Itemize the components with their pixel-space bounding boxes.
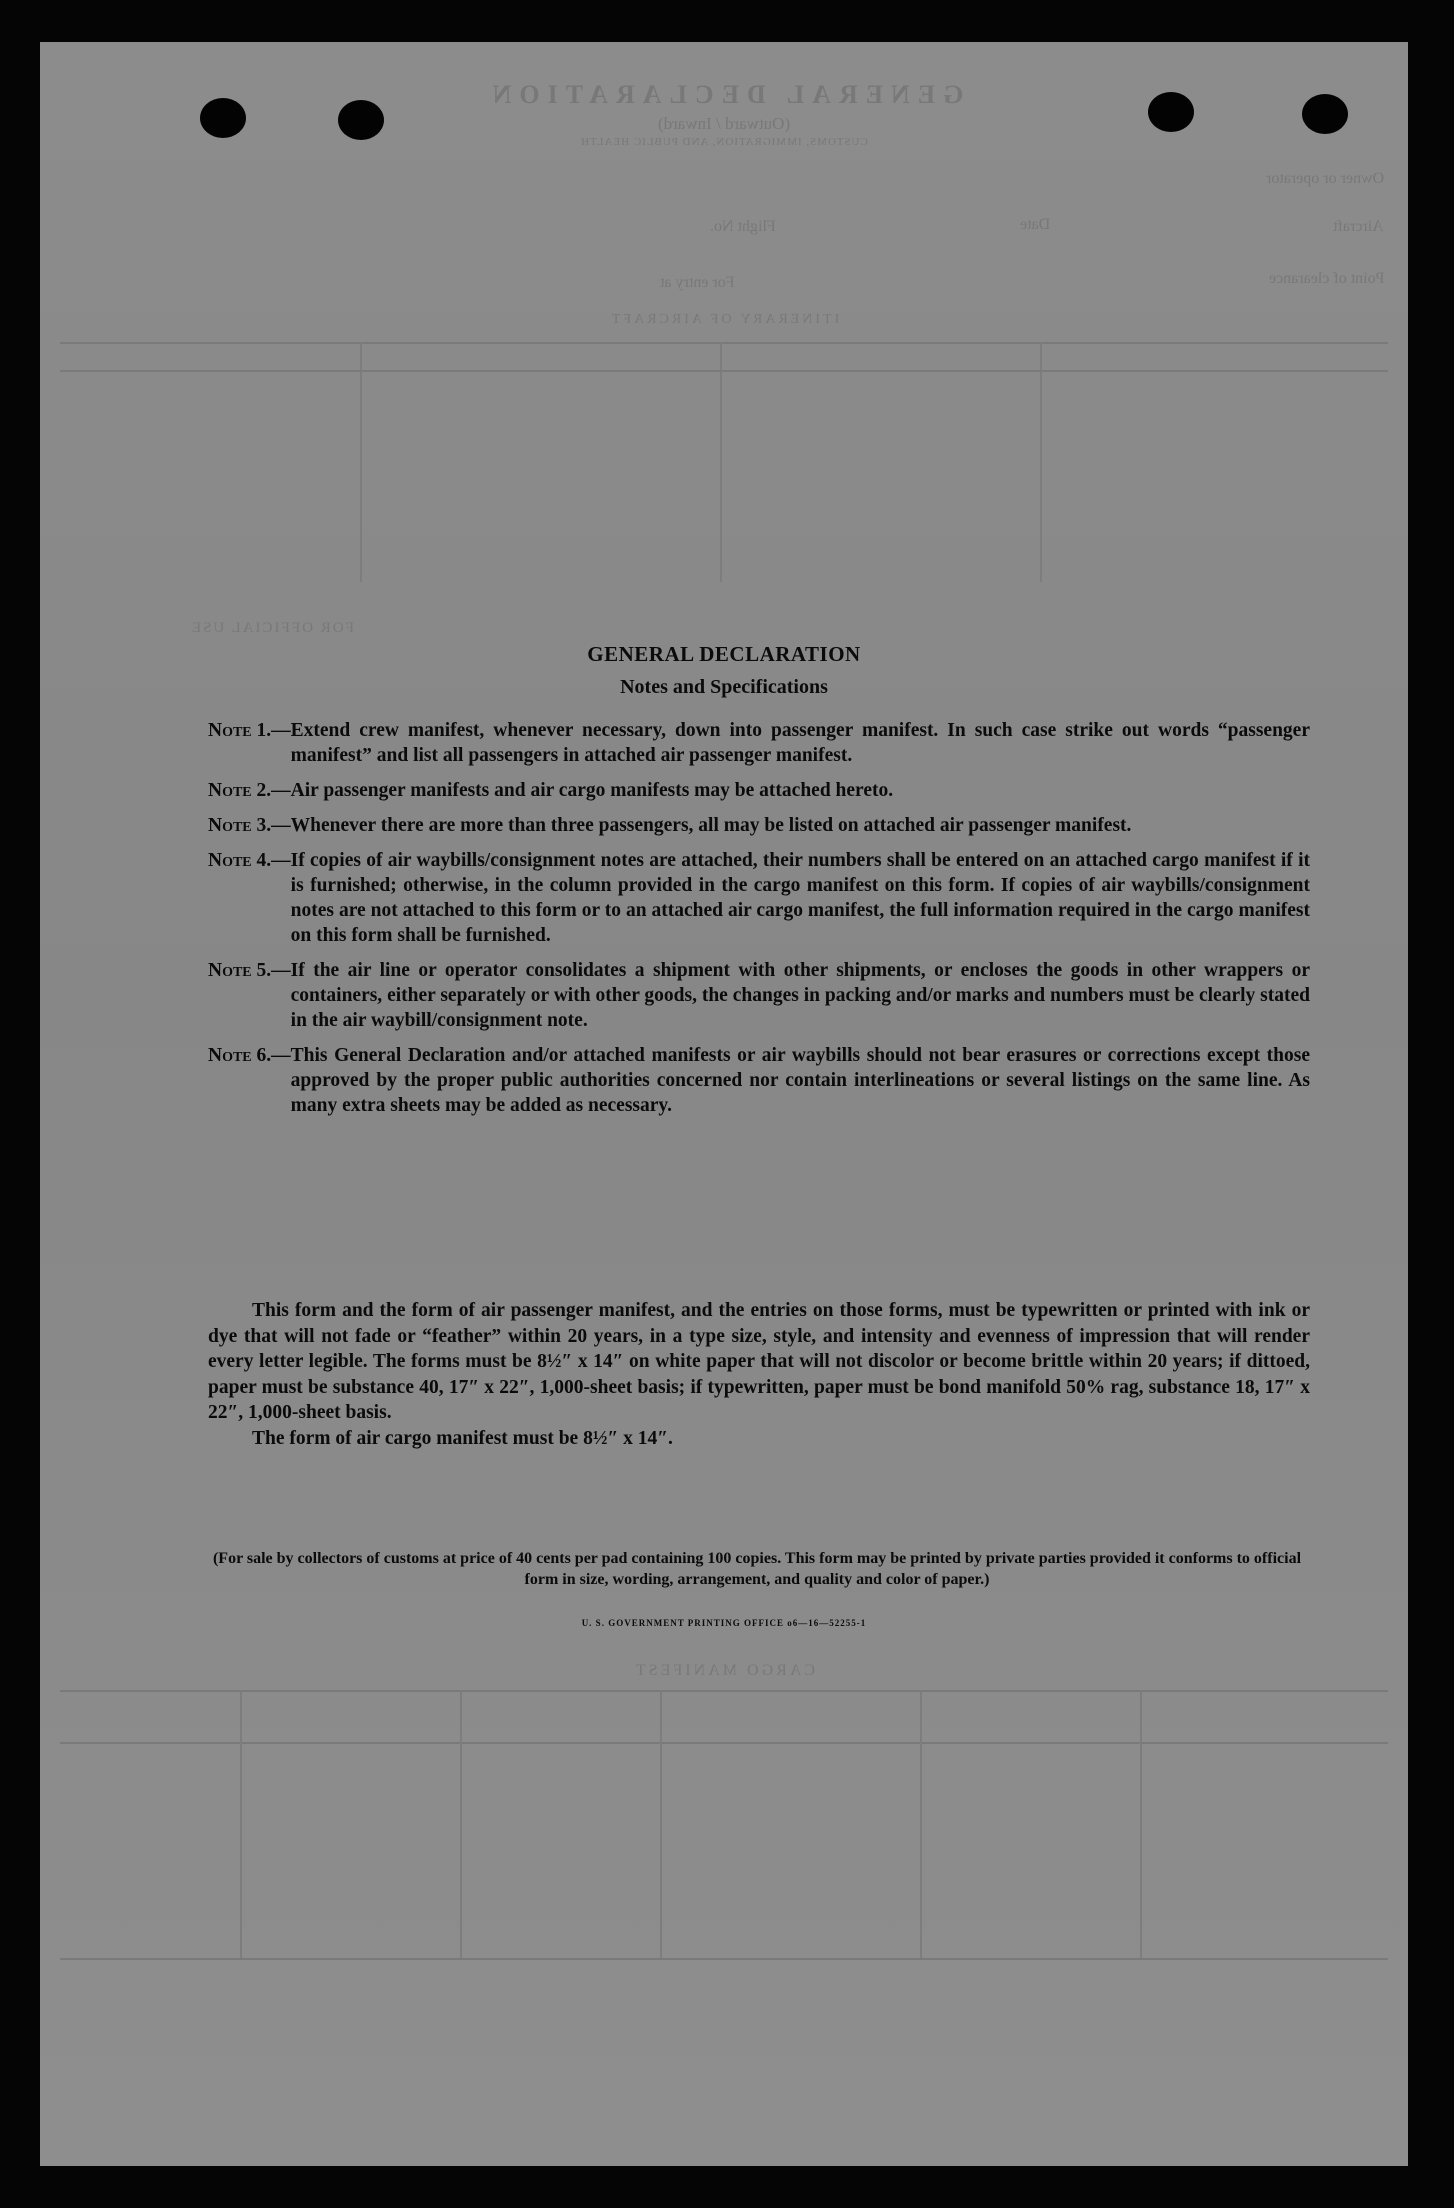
notes-and-specifications	[40, 42, 1408, 2166]
note-6	[208, 1043, 1310, 1118]
note-label: Note 6.—	[208, 1045, 291, 1066]
bleed-through-itinerary: ITINERARY OF AIRCRAFT	[608, 312, 840, 327]
note-5	[208, 958, 1310, 1033]
bleed-through-agency: CUSTOMS, IMMIGRATION, AND PUBLIC HEALTH	[580, 136, 868, 148]
note-4	[208, 848, 1310, 948]
format-requirements	[208, 1298, 1310, 1451]
document-subtitle: Notes and Specifications	[620, 676, 828, 698]
bleed-through-subtitle: (Outward / Inward)	[657, 114, 791, 133]
note-text: This General Declaration and/or attached manifests or air waybills should not bear erasures or corrections except those approved by the proper public authorities concerned nor contain interlineations or several listings on the same line. As many extra sheets may be added as necessary.	[290, 1045, 1310, 1116]
printer-imprint: U. S. GOVERNMENT PRINTING OFFICE o6—16—52255-1	[581, 1618, 867, 1628]
sale-note: (For sale by collectors of customs at price of 40 cents per pad containing 100 copies. This form may be printed by private parties provided it conforms to official form in size, wording, arrangement, and quality and color of paper.)	[212, 1550, 1302, 1588]
note-3	[208, 813, 1310, 838]
note-text: Air passenger manifests and air cargo manifests may be attached hereto.	[290, 780, 894, 801]
note-1	[208, 718, 1310, 768]
document-title: GENERAL DECLARATION	[587, 642, 861, 666]
note-text: Whenever there are more than three passengers, all may be listed on attached air passenger manifest.	[290, 815, 1132, 836]
bleed-through-title: GENERAL DECLARATION	[484, 80, 964, 109]
note-label: Note 1.—	[208, 720, 291, 741]
bleed-through-field-aircraft: Aircraft	[1333, 218, 1384, 235]
document-page	[40, 42, 1408, 2166]
note-label: Note 4.—	[208, 850, 291, 871]
note-label: Note 2.—	[208, 780, 291, 801]
note-text: Extend crew manifest, whenever necessary, down into passenger manifest. In such case strike out words “passenger manifest” and list all passengers in attached air passenger manifest.	[290, 720, 1310, 766]
bleed-through-field-date: Date	[1020, 216, 1051, 233]
bleed-through-field-flight: Flight No.	[710, 218, 776, 235]
bleed-through-cargo: CARGO MANIFEST	[633, 1662, 816, 1679]
note-text: If copies of air waybills/consignment notes are attached, their numbers shall be entered on an attached cargo manifest if it is furnished; otherwise, in the column provided in the cargo manifest on this form. If copies of air waybills/consignment notes are not attached to this form or to an attached air cargo manifest, the full information required in the cargo manifest on this form shall be furnished.	[290, 850, 1310, 946]
bleed-through-field-owner: Owner or operator	[1265, 170, 1384, 187]
bleed-through-field-entry: For entry at	[660, 274, 735, 291]
bleed-through-field-clearance: Point of clearance	[1268, 270, 1384, 287]
note-text: If the air line or operator consolidates a shipment with other shipments, or encloses the goods in other wrappers or containers, either separately or with other goods, the changes in packing and/or marks and numbers must be clearly stated in the air waybill/consignment note.	[290, 960, 1310, 1031]
notes-list	[208, 718, 1310, 1128]
format-paragraph: This form and the form of air passenger manifest, and the entries on those forms, must be typewritten or printed with ink or dye that will not fade or “feather” within 20 years, in a type size, style, and intensity and evenness of impression that will render every letter legible. The forms must be 8½″ x 14″ on white paper that will not discolor or become brittle within 20 years; if dittoed, paper must be substance 40, 17″ x 22″, 1,000-sheet basis; if typewritten, paper must be bond manifold 50% rag, substance 18, 17″ x 22″, 1,000-sheet basis.	[208, 1300, 1310, 1423]
note-2	[208, 778, 1310, 803]
note-label: Note 5.—	[208, 960, 291, 981]
note-label: Note 3.—	[208, 815, 291, 836]
bleed-through-official-use: FOR OFFICIAL USE	[190, 620, 354, 636]
cargo-manifest-size: The form of air cargo manifest must be 8½″ x 14″.	[252, 1427, 673, 1449]
